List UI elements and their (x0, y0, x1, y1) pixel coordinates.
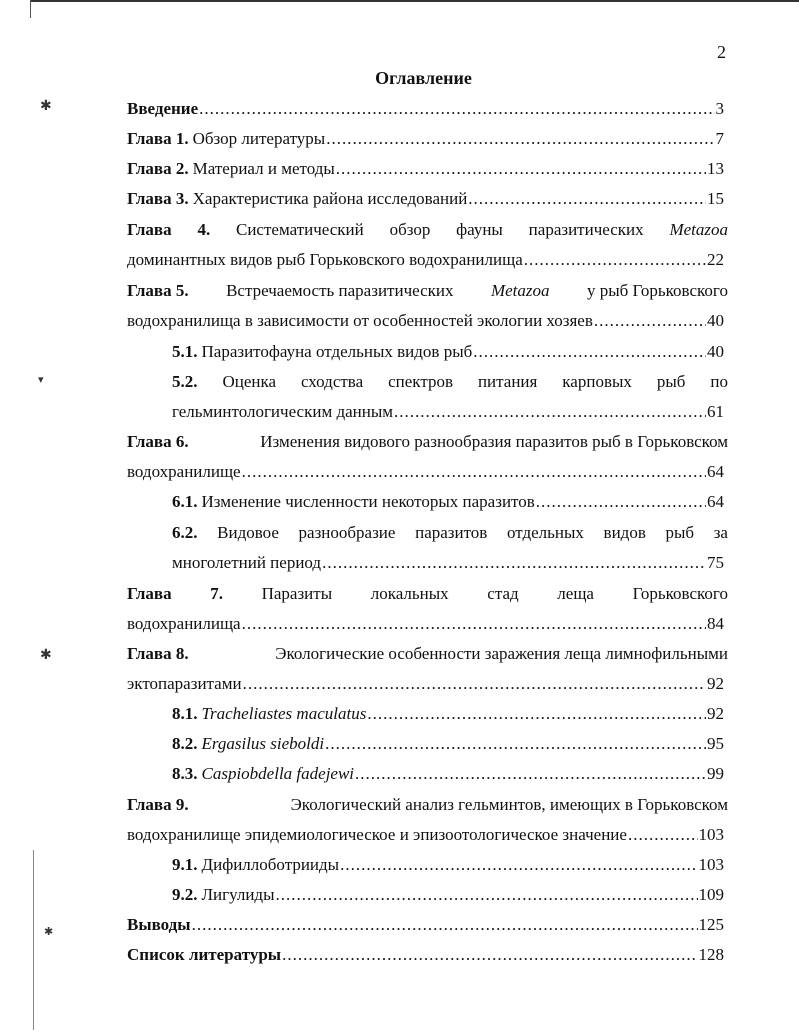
toc-entry-section-8-2[interactable] (172, 734, 724, 754)
toc-entry-chapter-9[interactable] (127, 795, 728, 815)
toc-page: 109 (698, 885, 724, 904)
toc-entry-chapter-6-cont[interactable] (127, 462, 724, 482)
toc-page: 40 (707, 342, 724, 361)
toc-leader (536, 492, 706, 512)
toc-entry-section-5-2[interactable] (172, 372, 728, 392)
toc-label: 9.1. (172, 855, 198, 874)
toc-leader (367, 704, 706, 724)
toc-word: спектров (388, 372, 453, 391)
toc-text: Caspiobdella fadejewi (201, 764, 355, 783)
toc-label-number: 7. (210, 584, 223, 603)
toc-word: обзор (389, 220, 431, 239)
toc-entry-chapter-5-cont[interactable] (127, 311, 724, 331)
toc-leader (243, 674, 706, 694)
toc-text: Ergasilus sieboldi (201, 734, 325, 753)
toc-label: 5.1. (172, 342, 198, 361)
toc-text: гельминтологическим данным (172, 402, 394, 421)
toc-label: Глава 9. (127, 795, 189, 814)
toc-leader (192, 915, 698, 935)
toc-entry-chapter-9-cont[interactable] (127, 825, 724, 845)
toc-text: Экологический анализ гельминтов, имеющих в Горьковском (290, 795, 728, 814)
toc-word: локальных (370, 584, 449, 603)
toc-entry-chapter-2[interactable] (127, 159, 724, 179)
toc-label: Глава 8. (127, 644, 189, 663)
toc-page: 99 (707, 764, 724, 783)
toc-word: сходства (300, 372, 364, 391)
toc-text: Tracheliastes maculatus (201, 704, 367, 723)
toc-leader (468, 189, 706, 209)
toc-text: Материал и методы (192, 159, 335, 178)
toc-entry-section-6-2-cont[interactable] (172, 553, 724, 573)
toc-entry-section-9-1[interactable] (172, 855, 724, 875)
toc-entry-conclusions[interactable] (127, 915, 724, 935)
toc-entry-section-6-2[interactable] (172, 523, 728, 543)
toc-leader (594, 311, 706, 331)
toc-page: 125 (698, 915, 724, 934)
toc-leader (276, 885, 698, 905)
toc-word: стад (487, 584, 519, 603)
toc-label: 9.2. (172, 885, 198, 904)
toc-page: 15 (707, 189, 724, 208)
toc-page: 128 (698, 945, 724, 964)
toc-text: Изменения видового разнообразия паразитов рыб в Горьковском (260, 432, 728, 451)
toc-leader (322, 553, 706, 573)
toc-leader (524, 250, 706, 270)
toc-entry-chapter-6[interactable] (127, 432, 728, 452)
toc-word: рыб (665, 523, 695, 542)
toc-text: водохранилища в зависимости от особенностей экологии хозяев (127, 311, 593, 330)
toc-label: 6.2. (172, 523, 198, 542)
toc-text: Характеристика района исследований (192, 189, 468, 208)
toc-leader (355, 764, 706, 784)
toc-word: Видовое (217, 523, 279, 542)
toc-entry-intro[interactable] (127, 99, 724, 119)
toc-text: доминантных видов рыб Горьковского водохранилища (127, 250, 523, 269)
toc-page: 103 (698, 825, 724, 844)
toc-label: 8.1. (172, 704, 198, 723)
toc-text: Паразитофауна отдельных видов рыб (201, 342, 473, 361)
toc-entry-section-5-1[interactable] (172, 342, 724, 362)
toc-entry-chapter-7-cont[interactable] (127, 614, 724, 634)
toc-word: паразитических (528, 220, 644, 239)
toc-entry-section-8-3[interactable] (172, 764, 724, 784)
toc-entry-chapter-8-cont[interactable] (127, 674, 724, 694)
toc-page: 13 (707, 159, 724, 178)
toc-label: Список литературы (127, 945, 282, 964)
toc-page: 64 (707, 492, 724, 511)
toc-leader (325, 734, 706, 754)
toc-page: 92 (707, 674, 724, 693)
toc-word: рыб (656, 372, 686, 391)
toc-page: 84 (707, 614, 724, 633)
toc-word: Оценка (222, 372, 277, 391)
toc-label: 8.2. (172, 734, 198, 753)
toc-label: Выводы (127, 915, 191, 934)
toc-leader (242, 614, 706, 634)
toc-page: 61 (707, 402, 724, 421)
toc-word: Горьковского (632, 584, 728, 603)
toc-entry-section-6-1[interactable] (172, 492, 724, 512)
toc-leader (199, 99, 714, 119)
toc-word: фауны (456, 220, 503, 239)
toc-leader (336, 159, 706, 179)
toc-label: Введение (127, 99, 199, 118)
toc-word: Систематический (236, 220, 364, 239)
toc-label: Глава 3. (127, 189, 189, 208)
toc-page: 7 (715, 129, 724, 148)
toc-label: Глава 5. (127, 281, 189, 300)
scan-speck: ✱ (44, 926, 54, 938)
toc-entry-chapter-3[interactable] (127, 189, 724, 209)
toc-text: многолетний период (172, 553, 322, 572)
toc-word: карповых (562, 372, 632, 391)
toc-text: эктопаразитами (127, 674, 242, 693)
toc-entry-chapter-4-cont[interactable] (127, 250, 724, 270)
toc-word: по (710, 372, 728, 391)
toc-page: 3 (715, 99, 724, 118)
toc-word: паразитов (415, 523, 488, 542)
toc-page: 40 (707, 311, 724, 330)
toc-label: 8.3. (172, 764, 198, 783)
toc-entry-chapter-1[interactable] (127, 129, 724, 149)
toc-text-italic: Metazoa (490, 281, 550, 300)
toc-entry-chapter-8[interactable] (127, 644, 728, 664)
toc-label-word: Глава (127, 220, 172, 239)
toc-text: Изменение численности некоторых паразитов (201, 492, 535, 511)
toc-word: за (713, 523, 728, 542)
toc-page: 22 (707, 250, 724, 269)
page-title: Оглавление (375, 68, 472, 88)
toc-page: 95 (707, 734, 724, 753)
toc-page: 75 (707, 553, 724, 572)
toc-label: Глава 2. (127, 159, 189, 178)
toc-text: Лигулиды (201, 885, 275, 904)
toc-leader (628, 825, 698, 845)
toc-label-word: Глава (127, 584, 172, 603)
toc-page: 103 (698, 855, 724, 874)
toc-word: разнообразие (298, 523, 396, 542)
toc-label-number: 4. (197, 220, 211, 239)
scan-speck: ✱ (40, 648, 52, 663)
toc-label: Глава 1. (127, 129, 189, 148)
toc-word-italic: Metazoa (669, 220, 728, 239)
toc-entry-chapter-7[interactable] (127, 584, 728, 604)
toc-leader (473, 342, 706, 362)
toc-leader (394, 402, 706, 422)
toc-text: Дифиллоботрииды (201, 855, 340, 874)
scan-edge-top (30, 0, 799, 2)
toc-text: у рыб Горьковского (586, 281, 728, 300)
page-number: 2 (717, 42, 726, 62)
toc-label: 6.1. (172, 492, 198, 511)
toc-leader (326, 129, 714, 149)
toc-page: 92 (707, 704, 724, 723)
toc-entry-section-8-1[interactable] (172, 704, 724, 724)
toc-leader (242, 462, 706, 482)
toc-word: видов (603, 523, 646, 542)
toc-word: леща (557, 584, 594, 603)
toc-leader (340, 855, 697, 875)
toc-text: водохранилище эпидемиологическое и эпизоотологическое значение (127, 825, 627, 844)
toc-text: Экологические особенности заражения леща лимнофильными (275, 644, 728, 663)
toc-entry-chapter-5[interactable] (127, 281, 728, 301)
toc-label: Глава 6. (127, 432, 189, 451)
toc-leader (282, 945, 697, 965)
toc-text: водохранилище (127, 462, 241, 481)
toc-label: 5.2. (172, 372, 198, 391)
toc-word: питания (477, 372, 538, 391)
toc-page: 64 (707, 462, 724, 481)
toc-entry-section-5-2-cont[interactable] (172, 402, 724, 422)
scan-margin-line (33, 850, 34, 1030)
toc-word: отдельных (506, 523, 584, 542)
toc-text: Обзор литературы (192, 129, 326, 148)
scan-speck: ✱ (40, 99, 52, 114)
toc-entry-references[interactable] (127, 945, 724, 965)
toc-entry-chapter-4[interactable] (127, 220, 728, 240)
toc-text: Встречаемость паразитических (226, 281, 454, 300)
scan-speck: ▾ (38, 374, 44, 386)
toc-text: водохранилища (127, 614, 241, 633)
toc-word: Паразиты (261, 584, 333, 603)
scan-edge-left (30, 0, 31, 18)
toc-entry-section-9-2[interactable] (172, 885, 724, 905)
